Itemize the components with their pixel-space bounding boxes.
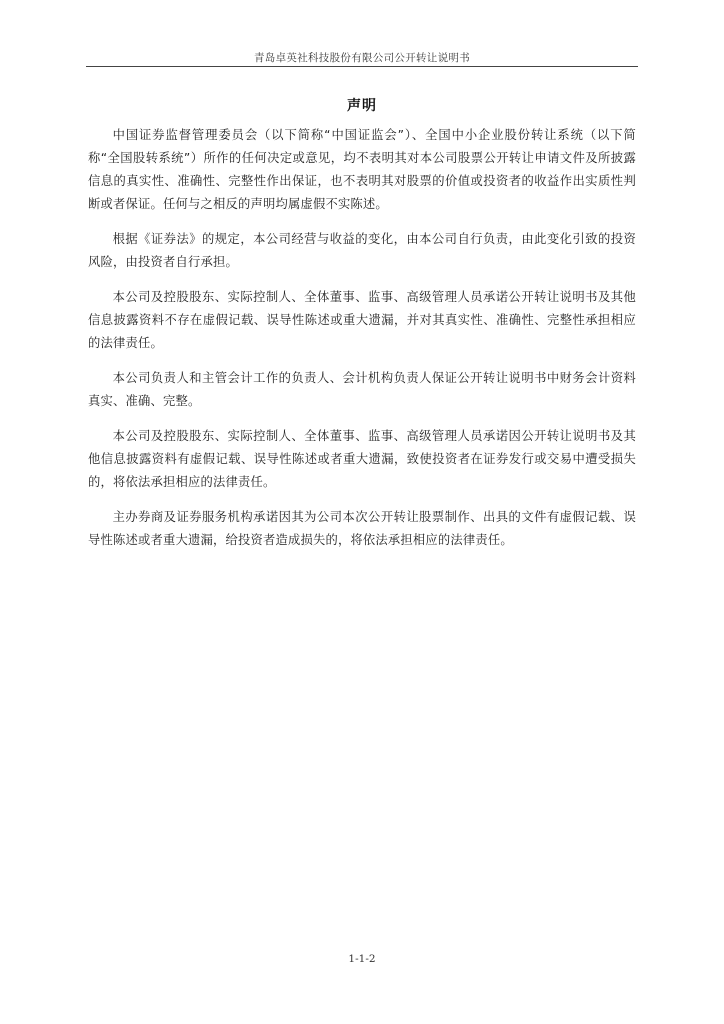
running-header: 青岛卓英社科技股份有限公司公开转让说明书 [254,52,470,64]
declaration-body [88,124,636,564]
declaration-paragraph-6: 主办券商及证券服务机构承诺因其为公司本次公开转让股票制作、出具的文件有虚假记载、误导性陈述或者重大遗漏，给投资者造成损失的，将依法承担相应的法律责任。 [88,510,636,547]
header-divider [86,66,638,67]
declaration-paragraph-1: 中国证券监督管理委员会（以下简称“中国证监会”）、全国中小企业股份转让系统（以下简称“全国股转系统”）所作的任何决定或意见，均不表明其对本公司股票公开转让申请文件及所披露信息的真实性、准确性、完整性作出保证，也不表明其对股票的价值或投资者的收益作出实质性判断或者保证。任何与之相反的声明均属虚假不实陈述。 [88,128,636,211]
declaration-paragraph-5: 本公司及控股股东、实际控制人、全体董事、监事、高级管理人员承诺因公开转让说明书及其他信息披露资料有虚假记载、误导性陈述或者重大遗漏，致使投资者在证券发行或交易中遭受损失的，将依法承担相应的法律责任。 [88,429,636,489]
page-title: 声明 [347,98,377,114]
declaration-paragraph-2: 根据《证券法》的规定，本公司经营与收益的变化，由本公司自行负责，由此变化引致的投资风险，由投资者自行承担。 [88,232,636,269]
declaration-paragraph-4: 本公司负责人和主管会计工作的负责人、会计机构负责人保证公开转让说明书中财务会计资料真实、准确、完整。 [88,371,636,408]
declaration-paragraph-3: 本公司及控股股东、实际控制人、全体董事、监事、高级管理人员承诺公开转让说明书及其他信息披露资料不存在虚假记载、误导性陈述或重大遗漏，并对其真实性、准确性、完整性承担相应的法律责任。 [88,290,636,350]
page-number: 1-1-2 [348,953,376,965]
